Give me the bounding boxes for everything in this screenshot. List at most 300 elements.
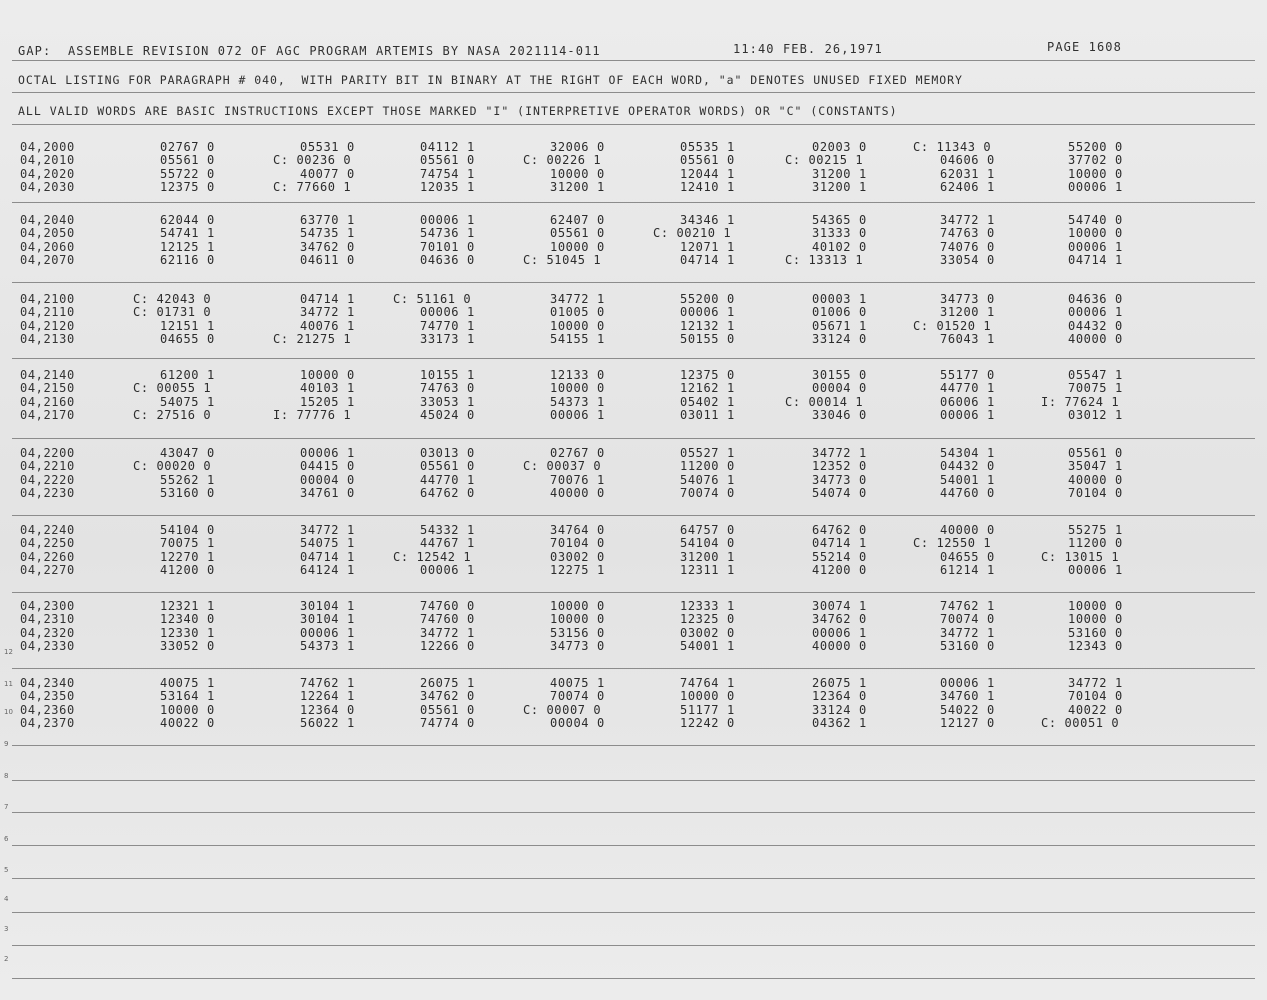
octal-word-cell: 00006 1 bbox=[1068, 179, 1123, 194]
octal-word-cell: 45024 0 bbox=[420, 407, 475, 422]
octal-word-cell: 11200 0 bbox=[680, 459, 735, 474]
octal-word-cell: 04432 0 bbox=[940, 459, 995, 474]
octal-word-cell: 34762 0 bbox=[812, 612, 867, 627]
octal-word-cell: 04714 1 bbox=[300, 549, 355, 564]
octal-word-cell: 61200 1 bbox=[160, 368, 215, 382]
octal-word-cell: 05561 0 bbox=[160, 153, 215, 168]
octal-word-cell: 33046 0 bbox=[812, 407, 867, 422]
octal-word-cell: 10000 0 bbox=[550, 166, 605, 181]
address-cell: 04,2060 bbox=[20, 239, 75, 254]
octal-word-cell: 12242 0 bbox=[680, 715, 735, 730]
form-rule bbox=[12, 92, 1255, 93]
octal-word-cell: 12375 0 bbox=[680, 368, 735, 382]
octal-word-cell: 34762 0 bbox=[300, 239, 355, 254]
octal-word-cell: 53160 0 bbox=[940, 638, 995, 653]
octal-word-cell: 33054 0 bbox=[940, 252, 995, 267]
octal-word-cell: 34764 0 bbox=[550, 523, 605, 537]
octal-word-cell: 04655 0 bbox=[940, 549, 995, 564]
octal-word-cell: 10000 0 bbox=[300, 368, 355, 382]
octal-word-cell: 54104 0 bbox=[680, 536, 735, 551]
octal-word-cell: 54022 0 bbox=[940, 702, 995, 717]
octal-word-cell: 00006 1 bbox=[680, 305, 735, 320]
octal-word-cell: 74076 0 bbox=[940, 239, 995, 254]
octal-word-cell: 00006 1 bbox=[1068, 562, 1123, 577]
octal-word-cell: 74762 1 bbox=[940, 599, 995, 613]
form-rule bbox=[12, 780, 1255, 781]
octal-word-cell: 10000 0 bbox=[1068, 226, 1123, 241]
octal-word-cell: 12330 1 bbox=[160, 625, 215, 640]
header-title: GAP: ASSEMBLE REVISION 072 OF AGC PROGRAM ARTEMIS BY NASA 2021114-011 bbox=[18, 44, 601, 58]
octal-word-cell: 54075 1 bbox=[300, 536, 355, 551]
address-cell: 04,2250 bbox=[20, 536, 75, 551]
octal-word-cell: 33053 1 bbox=[420, 394, 475, 409]
octal-word-cell: 12270 1 bbox=[160, 549, 215, 564]
octal-word-cell: 44760 0 bbox=[940, 485, 995, 500]
octal-word-cell: 74763 0 bbox=[940, 226, 995, 241]
octal-word-cell: 54740 0 bbox=[1068, 213, 1123, 227]
header-listing-description: OCTAL LISTING FOR PARAGRAPH # 040, WITH PARITY BIT IN BINARY AT THE RIGHT OF EACH WORD, "a" DENOTES UNUSED FIXED MEMORY bbox=[18, 73, 963, 87]
address-cell: 04,2220 bbox=[20, 472, 75, 487]
octal-word-cell: 05402 1 bbox=[680, 394, 735, 409]
octal-word-cell: 54155 1 bbox=[550, 331, 605, 346]
form-rule bbox=[12, 745, 1255, 746]
octal-word-cell: 00006 1 bbox=[300, 625, 355, 640]
octal-word-cell: 50155 0 bbox=[680, 331, 735, 346]
octal-word-cell: 11200 0 bbox=[1068, 536, 1123, 551]
margin-mark: 10 bbox=[4, 708, 13, 716]
octal-word-cell: 12151 1 bbox=[160, 318, 215, 333]
octal-word-cell: 34772 1 bbox=[300, 305, 355, 320]
octal-word-cell: 63770 1 bbox=[300, 213, 355, 227]
octal-word-cell: 03002 0 bbox=[680, 625, 735, 640]
octal-word-cell: 55214 0 bbox=[812, 549, 867, 564]
address-cell: 04,2010 bbox=[20, 153, 75, 168]
octal-word-cell: 02003 0 bbox=[812, 140, 867, 154]
octal-word-cell: 12311 1 bbox=[680, 562, 735, 577]
address-cell: 04,2110 bbox=[20, 305, 75, 320]
octal-word-cell: 12364 0 bbox=[812, 689, 867, 704]
octal-word-cell: C: 13015 1 bbox=[1041, 549, 1120, 564]
octal-word-cell: C: 21275 1 bbox=[273, 331, 352, 346]
octal-word-cell: 34761 0 bbox=[300, 485, 355, 500]
octal-word-cell: 12410 1 bbox=[680, 179, 735, 194]
octal-word-cell: 40000 0 bbox=[1068, 472, 1123, 487]
form-rule bbox=[12, 668, 1255, 669]
octal-word-cell: 40102 0 bbox=[812, 239, 867, 254]
octal-word-cell: 70075 1 bbox=[160, 536, 215, 551]
octal-word-cell: 12364 0 bbox=[300, 702, 355, 717]
margin-mark: 6 bbox=[4, 835, 9, 843]
octal-word-cell: 64124 1 bbox=[300, 562, 355, 577]
octal-word-cell: C: 27516 0 bbox=[133, 407, 212, 422]
octal-word-cell: 34772 1 bbox=[940, 625, 995, 640]
octal-word-cell: C: 00051 0 bbox=[1041, 715, 1120, 730]
octal-word-cell: 12340 0 bbox=[160, 612, 215, 627]
form-rule bbox=[12, 945, 1255, 946]
octal-word-cell: 06006 1 bbox=[940, 394, 995, 409]
octal-word-cell: 00004 0 bbox=[550, 715, 605, 730]
octal-word-cell: 12343 0 bbox=[1068, 638, 1123, 653]
header-legend: ALL VALID WORDS ARE BASIC INSTRUCTIONS EXCEPT THOSE MARKED "I" (INTERPRETIVE OPERATOR WORDS) OR "C" (CONSTANTS) bbox=[18, 104, 898, 118]
octal-word-cell: 31200 1 bbox=[812, 179, 867, 194]
octal-word-cell: 31200 1 bbox=[680, 549, 735, 564]
octal-word-cell: 40022 0 bbox=[1068, 702, 1123, 717]
octal-word-cell: 30155 0 bbox=[812, 368, 867, 382]
octal-word-cell: 04655 0 bbox=[160, 331, 215, 346]
octal-word-cell: 00006 1 bbox=[940, 407, 995, 422]
address-cell: 04,2230 bbox=[20, 485, 75, 500]
address-cell: 04,2310 bbox=[20, 612, 75, 627]
octal-word-cell: C: 01520 1 bbox=[913, 318, 992, 333]
address-cell: 04,2030 bbox=[20, 179, 75, 194]
octal-word-cell: 01005 0 bbox=[550, 305, 605, 320]
octal-word-cell: 74774 0 bbox=[420, 715, 475, 730]
margin-mark: 5 bbox=[4, 866, 9, 874]
octal-word-cell: C: 00055 1 bbox=[133, 381, 212, 396]
octal-word-cell: 34772 1 bbox=[1068, 676, 1123, 690]
octal-word-cell: 12375 0 bbox=[160, 179, 215, 194]
address-cell: 04,2200 bbox=[20, 446, 75, 460]
form-rule bbox=[12, 60, 1255, 61]
octal-word-cell: 00004 0 bbox=[812, 381, 867, 396]
octal-word-cell: 40000 0 bbox=[812, 638, 867, 653]
address-cell: 04,2340 bbox=[20, 676, 75, 690]
octal-word-cell: 12125 1 bbox=[160, 239, 215, 254]
octal-word-cell: 55262 1 bbox=[160, 472, 215, 487]
octal-word-cell: 54076 1 bbox=[680, 472, 735, 487]
octal-word-cell: 64757 0 bbox=[680, 523, 735, 537]
octal-word-cell: 41200 0 bbox=[160, 562, 215, 577]
octal-word-cell: 12035 1 bbox=[420, 179, 475, 194]
octal-word-cell: 30074 1 bbox=[812, 599, 867, 613]
octal-word-cell: 10000 0 bbox=[550, 599, 605, 613]
octal-word-cell: 00003 1 bbox=[812, 292, 867, 306]
octal-word-cell: 55177 0 bbox=[940, 368, 995, 382]
octal-word-cell: 12133 0 bbox=[550, 368, 605, 382]
octal-word-cell: 05561 0 bbox=[420, 459, 475, 474]
octal-word-cell: 12352 0 bbox=[812, 459, 867, 474]
octal-word-cell: 12325 0 bbox=[680, 612, 735, 627]
octal-word-cell: 51177 1 bbox=[680, 702, 735, 717]
octal-word-cell: 34772 1 bbox=[300, 523, 355, 537]
octal-word-cell: 41200 0 bbox=[812, 562, 867, 577]
form-rule bbox=[12, 282, 1255, 283]
margin-mark: 8 bbox=[4, 772, 9, 780]
octal-word-cell: 40000 0 bbox=[940, 523, 995, 537]
octal-word-cell: 12162 1 bbox=[680, 381, 735, 396]
octal-word-cell: 54104 0 bbox=[160, 523, 215, 537]
octal-word-cell: C: 51161 0 bbox=[393, 292, 472, 306]
octal-word-cell: 44770 1 bbox=[940, 381, 995, 396]
octal-word-cell: 53160 0 bbox=[1068, 625, 1123, 640]
octal-word-cell: 02767 0 bbox=[550, 446, 605, 460]
octal-word-cell: 34346 1 bbox=[680, 213, 735, 227]
octal-word-cell: 34773 0 bbox=[550, 638, 605, 653]
octal-word-cell: 32006 0 bbox=[550, 140, 605, 154]
octal-word-cell: 12275 1 bbox=[550, 562, 605, 577]
octal-word-cell: 37702 0 bbox=[1068, 153, 1123, 168]
octal-word-cell: 04611 0 bbox=[300, 252, 355, 267]
octal-word-cell: 70104 0 bbox=[1068, 485, 1123, 500]
octal-word-cell: 10000 0 bbox=[550, 318, 605, 333]
form-rule bbox=[12, 438, 1255, 439]
octal-word-cell: 00006 1 bbox=[300, 446, 355, 460]
octal-word-cell: 03011 1 bbox=[680, 407, 735, 422]
address-cell: 04,2300 bbox=[20, 599, 75, 613]
octal-word-cell: 54735 1 bbox=[300, 226, 355, 241]
octal-word-cell: 34772 1 bbox=[812, 446, 867, 460]
octal-word-cell: 55275 1 bbox=[1068, 523, 1123, 537]
octal-word-cell: 70075 1 bbox=[1068, 381, 1123, 396]
octal-word-cell: C: 42043 0 bbox=[133, 292, 212, 306]
octal-word-cell: 40000 0 bbox=[550, 485, 605, 500]
octal-word-cell: 05547 1 bbox=[1068, 368, 1123, 382]
octal-word-cell: 44767 1 bbox=[420, 536, 475, 551]
address-cell: 04,2170 bbox=[20, 407, 75, 422]
octal-word-cell: 62116 0 bbox=[160, 252, 215, 267]
octal-word-cell: 05561 0 bbox=[420, 702, 475, 717]
octal-word-cell: 04636 0 bbox=[420, 252, 475, 267]
octal-word-cell: 70104 0 bbox=[550, 536, 605, 551]
octal-word-cell: 04362 1 bbox=[812, 715, 867, 730]
octal-word-cell: 64762 0 bbox=[420, 485, 475, 500]
octal-word-cell: 10000 0 bbox=[1068, 166, 1123, 181]
octal-word-cell: 10000 0 bbox=[550, 239, 605, 254]
octal-word-cell: 33052 0 bbox=[160, 638, 215, 653]
octal-word-cell: 74760 0 bbox=[420, 599, 475, 613]
octal-word-cell: 33173 1 bbox=[420, 331, 475, 346]
octal-word-cell: 54373 1 bbox=[550, 394, 605, 409]
margin-mark: 12 bbox=[4, 648, 13, 656]
address-cell: 04,2020 bbox=[20, 166, 75, 181]
octal-word-cell: 74760 0 bbox=[420, 612, 475, 627]
octal-word-cell: 70076 1 bbox=[550, 472, 605, 487]
octal-word-cell: 53160 0 bbox=[160, 485, 215, 500]
octal-word-cell: 00006 1 bbox=[420, 562, 475, 577]
octal-word-cell: 00006 1 bbox=[940, 676, 995, 690]
octal-word-cell: 74762 1 bbox=[300, 676, 355, 690]
octal-word-cell: 30104 1 bbox=[300, 612, 355, 627]
form-rule bbox=[12, 912, 1255, 913]
octal-word-cell: 30104 1 bbox=[300, 599, 355, 613]
octal-word-cell: 76043 1 bbox=[940, 331, 995, 346]
octal-word-cell: 34773 0 bbox=[812, 472, 867, 487]
margin-mark: 11 bbox=[4, 680, 13, 688]
octal-word-cell: 10000 0 bbox=[1068, 612, 1123, 627]
octal-word-cell: C: 13313 1 bbox=[785, 252, 864, 267]
octal-word-cell: 40103 1 bbox=[300, 381, 355, 396]
octal-word-cell: 00006 1 bbox=[1068, 305, 1123, 320]
margin-mark: 7 bbox=[4, 803, 9, 811]
octal-word-cell: C: 00014 1 bbox=[785, 394, 864, 409]
octal-word-cell: 10155 1 bbox=[420, 368, 475, 382]
octal-word-cell: 54373 1 bbox=[300, 638, 355, 653]
address-cell: 04,2350 bbox=[20, 689, 75, 704]
octal-word-cell: 34772 1 bbox=[550, 292, 605, 306]
form-rule bbox=[12, 124, 1255, 125]
octal-word-cell: 34762 0 bbox=[420, 689, 475, 704]
octal-word-cell: 35047 1 bbox=[1068, 459, 1123, 474]
octal-word-cell: 74770 1 bbox=[420, 318, 475, 333]
octal-word-cell: 40076 1 bbox=[300, 318, 355, 333]
octal-word-cell: 04112 1 bbox=[420, 140, 475, 154]
octal-word-cell: 12333 1 bbox=[680, 599, 735, 613]
octal-word-cell: 53164 1 bbox=[160, 689, 215, 704]
octal-word-cell: 12266 0 bbox=[420, 638, 475, 653]
octal-word-cell: C: 00236 0 bbox=[273, 153, 352, 168]
address-cell: 04,2050 bbox=[20, 226, 75, 241]
octal-word-cell: 00006 1 bbox=[550, 407, 605, 422]
octal-word-cell: 54332 1 bbox=[420, 523, 475, 537]
octal-word-cell: 04714 1 bbox=[812, 536, 867, 551]
octal-word-cell: 62406 1 bbox=[940, 179, 995, 194]
address-cell: 04,2330 bbox=[20, 638, 75, 653]
octal-word-cell: 04714 1 bbox=[1068, 252, 1123, 267]
margin-mark: 3 bbox=[4, 925, 9, 933]
form-rule bbox=[12, 515, 1255, 516]
octal-word-cell: 12264 1 bbox=[300, 689, 355, 704]
address-cell: 04,2150 bbox=[20, 381, 75, 396]
octal-word-cell: 10000 0 bbox=[550, 612, 605, 627]
octal-word-cell: 33124 0 bbox=[812, 331, 867, 346]
octal-word-cell: 74763 0 bbox=[420, 381, 475, 396]
address-cell: 04,2070 bbox=[20, 252, 75, 267]
octal-word-cell: 62031 1 bbox=[940, 166, 995, 181]
octal-word-cell: 40077 0 bbox=[300, 166, 355, 181]
octal-word-cell: 33124 0 bbox=[812, 702, 867, 717]
octal-word-cell: 10000 0 bbox=[680, 689, 735, 704]
octal-word-cell: 40075 1 bbox=[160, 676, 215, 690]
margin-mark: 4 bbox=[4, 895, 9, 903]
octal-word-cell: 70074 0 bbox=[940, 612, 995, 627]
form-rule bbox=[12, 358, 1255, 359]
octal-word-cell: I: 77624 1 bbox=[1041, 394, 1120, 409]
octal-word-cell: 05561 0 bbox=[550, 226, 605, 241]
octal-word-cell: 12044 1 bbox=[680, 166, 735, 181]
octal-word-cell: 31200 1 bbox=[940, 305, 995, 320]
octal-word-cell: 55200 0 bbox=[1068, 140, 1123, 154]
octal-word-cell: 01006 0 bbox=[812, 305, 867, 320]
octal-word-cell: 05671 1 bbox=[812, 318, 867, 333]
octal-word-cell: 61214 1 bbox=[940, 562, 995, 577]
form-rule bbox=[12, 978, 1255, 979]
octal-word-cell: 00004 0 bbox=[300, 472, 355, 487]
address-cell: 04,2100 bbox=[20, 292, 75, 306]
octal-word-cell: C: 12550 1 bbox=[913, 536, 992, 551]
octal-word-cell: 44770 1 bbox=[420, 472, 475, 487]
octal-word-cell: C: 00215 1 bbox=[785, 153, 864, 168]
octal-word-cell: 10000 0 bbox=[1068, 599, 1123, 613]
address-cell: 04,2240 bbox=[20, 523, 75, 537]
octal-word-cell: 74764 1 bbox=[680, 676, 735, 690]
octal-word-cell: 70104 0 bbox=[1068, 689, 1123, 704]
octal-word-cell: 34772 1 bbox=[420, 625, 475, 640]
octal-word-cell: 12321 1 bbox=[160, 599, 215, 613]
octal-word-cell: 74754 1 bbox=[420, 166, 475, 181]
margin-mark: 2 bbox=[4, 955, 9, 963]
header-time: 11:40 FEB. 26,1971 bbox=[733, 42, 883, 56]
octal-word-cell: 62407 0 bbox=[550, 213, 605, 227]
octal-word-cell: 26075 1 bbox=[812, 676, 867, 690]
octal-word-cell: C: 00210 1 bbox=[653, 226, 732, 241]
address-cell: 04,2140 bbox=[20, 368, 75, 382]
octal-word-cell: 05561 0 bbox=[1068, 446, 1123, 460]
form-rule bbox=[12, 812, 1255, 813]
address-cell: 04,2360 bbox=[20, 702, 75, 717]
form-rule bbox=[12, 202, 1255, 203]
octal-word-cell: C: 11343 0 bbox=[913, 140, 992, 154]
octal-word-cell: C: 00020 0 bbox=[133, 459, 212, 474]
octal-word-cell: 54074 0 bbox=[812, 485, 867, 500]
octal-word-cell: 40000 0 bbox=[1068, 331, 1123, 346]
octal-word-cell: 15205 1 bbox=[300, 394, 355, 409]
octal-word-cell: 40075 1 bbox=[550, 676, 605, 690]
octal-word-cell: 05561 0 bbox=[420, 153, 475, 168]
octal-word-cell: 04606 0 bbox=[940, 153, 995, 168]
octal-word-cell: 03013 0 bbox=[420, 446, 475, 460]
address-cell: 04,2370 bbox=[20, 715, 75, 730]
octal-word-cell: 04714 1 bbox=[300, 292, 355, 306]
form-rule bbox=[12, 878, 1255, 879]
address-cell: 04,2130 bbox=[20, 331, 75, 346]
octal-word-cell: 54001 1 bbox=[680, 638, 735, 653]
octal-word-cell: 05561 0 bbox=[680, 153, 735, 168]
address-cell: 04,2120 bbox=[20, 318, 75, 333]
octal-word-cell: 00006 1 bbox=[812, 625, 867, 640]
octal-word-cell: 03002 0 bbox=[550, 549, 605, 564]
octal-word-cell: 53156 0 bbox=[550, 625, 605, 640]
octal-word-cell: 55200 0 bbox=[680, 292, 735, 306]
header-page: PAGE 1608 bbox=[1047, 40, 1122, 54]
octal-word-cell: C: 77660 1 bbox=[273, 179, 352, 194]
octal-word-cell: 43047 0 bbox=[160, 446, 215, 460]
octal-word-cell: I: 77776 1 bbox=[273, 407, 352, 422]
octal-word-cell: 04415 0 bbox=[300, 459, 355, 474]
octal-word-cell: 12071 1 bbox=[680, 239, 735, 254]
address-cell: 04,2320 bbox=[20, 625, 75, 640]
octal-word-cell: 62044 0 bbox=[160, 213, 215, 227]
octal-word-cell: 54736 1 bbox=[420, 226, 475, 241]
octal-word-cell: 70101 0 bbox=[420, 239, 475, 254]
octal-word-cell: 54741 1 bbox=[160, 226, 215, 241]
octal-word-cell: C: 00037 0 bbox=[523, 459, 602, 474]
octal-word-cell: C: 00007 0 bbox=[523, 702, 602, 717]
octal-word-cell: 10000 0 bbox=[550, 381, 605, 396]
octal-word-cell: 04432 0 bbox=[1068, 318, 1123, 333]
octal-word-cell: 00006 1 bbox=[1068, 239, 1123, 254]
address-cell: 04,2210 bbox=[20, 459, 75, 474]
octal-word-cell: 64762 0 bbox=[812, 523, 867, 537]
octal-word-cell: 54365 0 bbox=[812, 213, 867, 227]
octal-word-cell: 34760 1 bbox=[940, 689, 995, 704]
octal-word-cell: 10000 0 bbox=[160, 702, 215, 717]
octal-word-cell: 34772 1 bbox=[940, 213, 995, 227]
address-cell: 04,2040 bbox=[20, 213, 75, 227]
octal-word-cell: C: 00226 1 bbox=[523, 153, 602, 168]
octal-word-cell: 40022 0 bbox=[160, 715, 215, 730]
octal-word-cell: 00006 1 bbox=[420, 305, 475, 320]
octal-word-cell: 04636 0 bbox=[1068, 292, 1123, 306]
octal-word-cell: 54001 1 bbox=[940, 472, 995, 487]
margin-mark: 9 bbox=[4, 740, 9, 748]
octal-word-cell: 70074 0 bbox=[550, 689, 605, 704]
octal-word-cell: 05527 1 bbox=[680, 446, 735, 460]
octal-word-cell: 56022 1 bbox=[300, 715, 355, 730]
octal-word-cell: 34773 0 bbox=[940, 292, 995, 306]
octal-word-cell: 04714 1 bbox=[680, 252, 735, 267]
address-cell: 04,2160 bbox=[20, 394, 75, 409]
octal-word-cell: 54304 1 bbox=[940, 446, 995, 460]
